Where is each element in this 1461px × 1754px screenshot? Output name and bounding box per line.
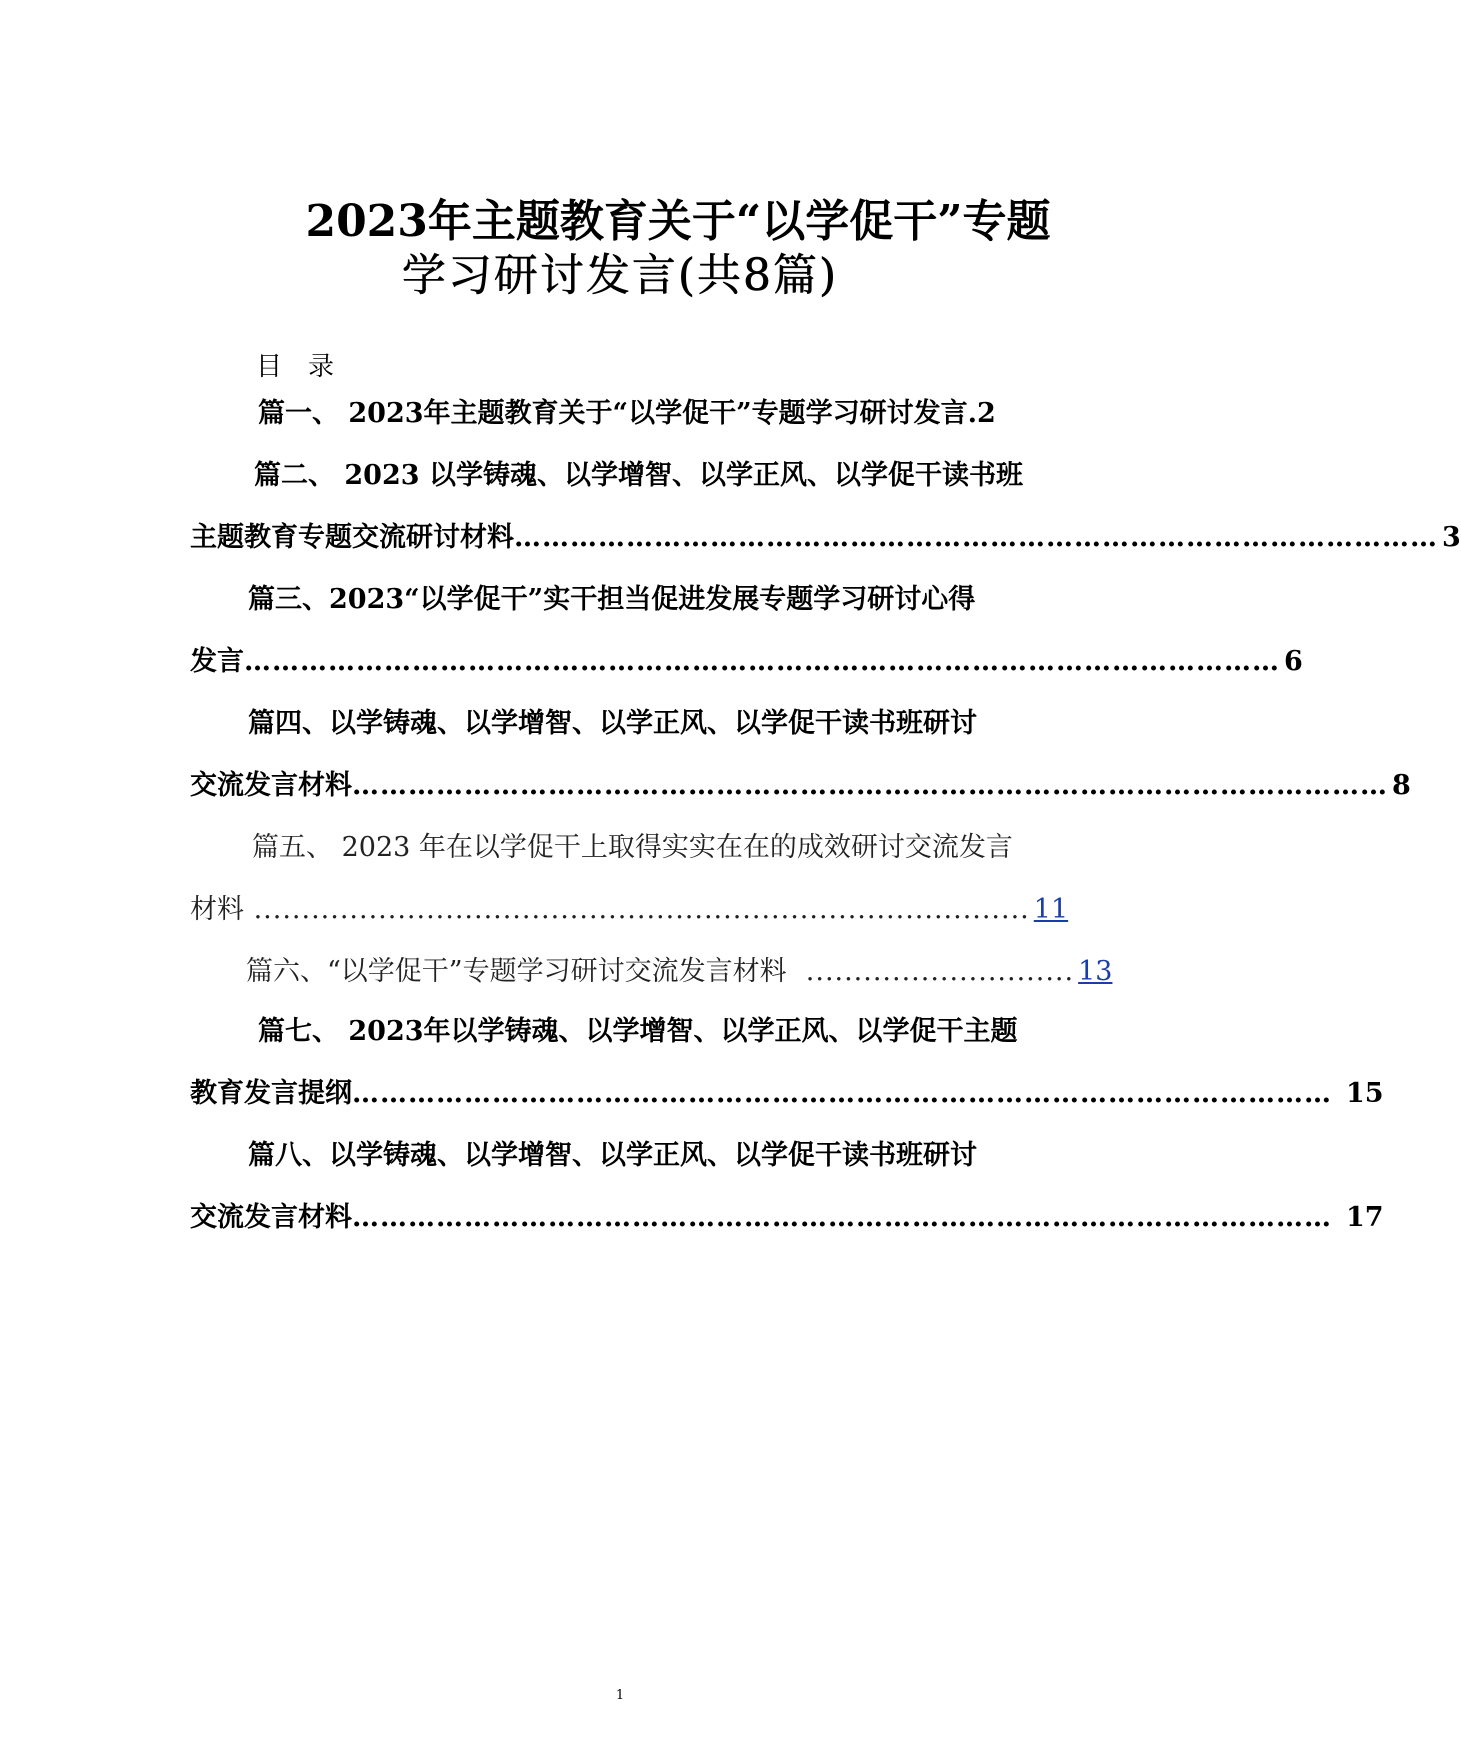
toc-leader-dots: ............................ — [786, 956, 1075, 987]
toc-entry-text: 篇一、 2023年主题教育关于“以学促干”专题学习研讨发言.2 — [258, 398, 996, 429]
document-title-line1: 2023年主题教育关于“以学促干”专题 — [305, 196, 1051, 247]
toc-heading: 目录 — [256, 352, 361, 382]
toc-entry-text: 发言 — [190, 646, 244, 677]
toc-entry-5-line2[interactable] — [190, 890, 1069, 930]
toc-entry-text: 篇七、 2023年以学铸魂、以学增智、以学正风、以学促干主题 — [258, 1016, 1018, 1047]
toc-entry-3-line1[interactable] — [248, 580, 1058, 620]
toc-entry-8-line1[interactable] — [248, 1136, 1058, 1176]
toc-leader-dots: …………………………………………………………………………………………… — [352, 1202, 1332, 1233]
toc-entry-text: 交流发言材料 — [190, 770, 352, 801]
toc-entry-4-line2[interactable] — [190, 766, 1411, 806]
toc-leader-dots: ................................................................................. — [244, 894, 1030, 925]
toc-entry-text: 篇四、以学铸魂、以学增智、以学正风、以学促干读书班研讨 — [248, 708, 977, 739]
toc-entry-7-line2[interactable] — [190, 1074, 1384, 1114]
toc-entry-5-line1[interactable] — [252, 828, 1058, 868]
toc-page-link[interactable]: 13 — [1078, 956, 1113, 987]
toc-leader-dots: ………………………………………………………………………………………………… — [352, 770, 1388, 801]
toc-entry-text: 篇八、以学铸魂、以学增智、以学正风、以学促干读书班研讨 — [248, 1140, 977, 1171]
toc-page-number: 6 — [1284, 646, 1303, 677]
toc-entry-8-line2[interactable] — [190, 1198, 1384, 1238]
toc-entry-text: 交流发言材料 — [190, 1202, 352, 1233]
toc-entry-6[interactable] — [246, 952, 1113, 992]
toc-page-number: 17 — [1346, 1202, 1384, 1233]
toc-entry-3-line2[interactable] — [190, 642, 1303, 682]
toc-entry-2-line1[interactable] — [254, 456, 1058, 496]
toc-entry-4-line1[interactable] — [248, 704, 1058, 744]
toc-entry-text: 篇六、“以学促干”专题学习研讨交流发言材料 — [246, 956, 787, 987]
toc-page-number: 15 — [1346, 1078, 1384, 1109]
toc-entry-text: 主题教育专题交流研讨材料 — [190, 522, 514, 553]
page-number: 1 — [615, 1688, 625, 1703]
toc-leader-dots: ……………………………………………………………………………………… — [514, 522, 1438, 553]
toc-leader-dots: ………………………………………………………………………………………………… — [244, 646, 1280, 677]
toc-entry-2-line2[interactable] — [190, 518, 1461, 558]
document-title-line2: 学习研讨发言(共8篇) — [401, 250, 839, 301]
toc-entry-text: 篇二、 2023 以学铸魂、以学增智、以学正风、以学促干读书班 — [254, 460, 1023, 491]
toc-entry-text: 教育发言提纲 — [190, 1078, 352, 1109]
toc-page-number: 3 — [1442, 522, 1461, 553]
toc-entry-text: 篇五、 2023 年在以学促干上取得实实在在的成效研讨交流发言 — [252, 832, 1013, 863]
toc-page-link[interactable]: 11 — [1033, 894, 1069, 925]
toc-entry-text: 篇三、2023“以学促干”实干担当促进发展专题学习研讨心得 — [248, 584, 976, 615]
toc-leader-dots: …………………………………………………………………………………………… — [352, 1078, 1332, 1109]
toc-entry-text: 材料 — [190, 894, 244, 925]
toc-page-number: 8 — [1392, 770, 1411, 801]
toc-entry-7-line1[interactable] — [258, 1012, 1058, 1052]
toc-entry-1[interactable] — [258, 394, 1058, 434]
